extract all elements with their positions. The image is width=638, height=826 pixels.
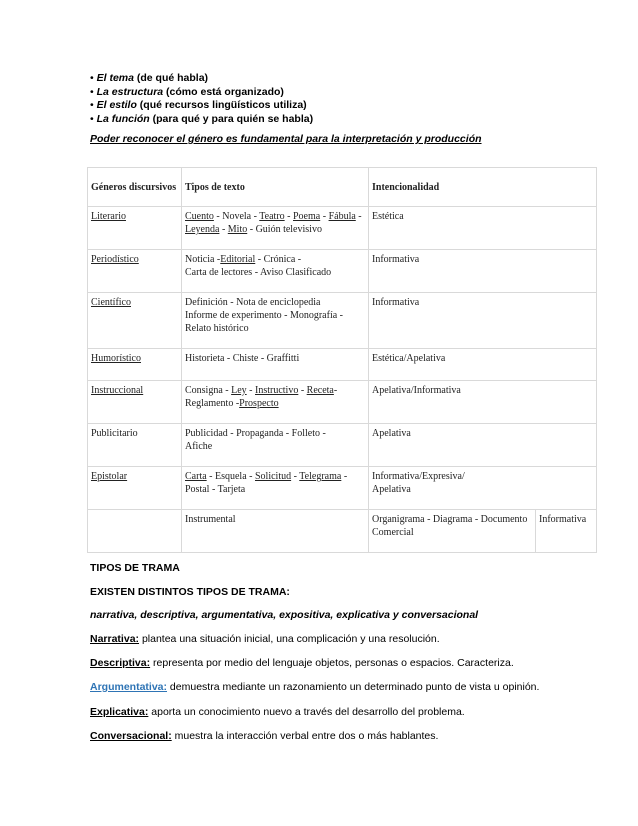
text-type: - Novela -	[213, 211, 260, 222]
text-type: Cuento	[185, 211, 214, 222]
text-type: Solicitud	[254, 471, 292, 482]
types-cell	[182, 381, 369, 424]
intent-text: Informativa/Expresiva/	[372, 471, 465, 482]
text-type: Fábula	[328, 211, 356, 222]
bullet-term: El tema	[96, 72, 134, 84]
genre-cell: Literario	[88, 207, 182, 250]
genres-table	[87, 167, 597, 553]
text-type: - Crónica -	[255, 254, 302, 265]
bullet-term: El estilo	[96, 99, 137, 111]
text-type: Editorial	[220, 254, 256, 265]
text-type: Informe de experimento - Monografía -	[185, 310, 343, 321]
text-type: Noticia -	[185, 254, 221, 265]
types-cell	[182, 424, 369, 467]
text-type-line	[185, 483, 365, 496]
text-type: - Esquela -	[206, 471, 255, 482]
empty-cell	[88, 510, 182, 553]
text-type: - Guión televisivo	[247, 224, 322, 235]
types-cell	[182, 207, 369, 250]
table-row-extra	[88, 510, 597, 553]
table-row	[88, 250, 597, 293]
table-row	[88, 467, 597, 510]
text-type-line	[185, 352, 365, 365]
types-cell	[182, 467, 369, 510]
table-row	[88, 424, 597, 467]
bullet-mark: •	[90, 72, 94, 84]
text-type: Receta	[306, 385, 334, 396]
intent-cell	[369, 467, 597, 510]
text-type-line	[185, 440, 365, 453]
text-type: Consigna -	[185, 385, 232, 396]
intent-text: Estética/Apelativa	[372, 353, 446, 364]
intent-cell: Informativa	[536, 510, 597, 553]
intent-text: Informativa	[372, 297, 420, 308]
trama-item	[90, 657, 514, 669]
intent-cell	[369, 381, 597, 424]
text-type: Carta de lectores - Aviso Clasificado	[185, 267, 332, 278]
header-intent: Intencionalidad	[369, 168, 597, 207]
table-row	[88, 349, 597, 381]
bullet-mark: •	[90, 85, 94, 98]
trama-description: demuestra mediante un razonamiento un determinado punto de vista u opinión.	[167, 681, 540, 693]
text-type: Poema	[293, 211, 321, 222]
text-type-line	[185, 384, 365, 397]
text-type-line	[185, 296, 365, 309]
types-cell: Organigrama - Diagrama - Documento Comercial	[369, 510, 536, 553]
section-subtitle: EXISTEN DISTINTOS TIPOS DE TRAMA:	[90, 586, 290, 598]
section-list: narrativa, descriptiva, argumentativa, expositiva, explicativa y conversacional	[90, 609, 479, 621]
text-type: Instructivo	[255, 385, 299, 396]
trama-term: Explicativa:	[90, 706, 149, 718]
table-header-row	[88, 168, 597, 207]
bullet-text: (cómo está organizado)	[163, 85, 284, 98]
table-row	[88, 381, 597, 424]
text-type: Ley	[231, 385, 247, 396]
header-genres: Géneros discursivos	[88, 168, 182, 207]
text-type: Relato histórico	[185, 323, 249, 334]
lead-text: Poder reconocer el género es fundamental para la interpretación y producción	[90, 133, 482, 145]
text-type-line	[185, 253, 365, 266]
text-type-line	[185, 427, 365, 440]
genre-cell: Publicitario	[88, 424, 182, 467]
intent-cell	[369, 349, 597, 381]
bullet-list	[90, 72, 313, 126]
text-type: Carta	[185, 471, 207, 482]
text-type: -	[291, 471, 300, 482]
trama-item	[90, 633, 440, 645]
trama-item	[90, 706, 465, 718]
intent-text: Estética	[372, 211, 404, 222]
bullet-mark: •	[90, 112, 94, 125]
genre-cell: Instruccional	[88, 381, 182, 424]
bullet-text: (de qué habla)	[133, 72, 209, 84]
text-type: -	[320, 211, 329, 222]
trama-description: plantea una situación inicial, una complicación y una resolución.	[139, 633, 440, 645]
trama-item	[90, 730, 438, 742]
bullet-item	[90, 86, 313, 100]
trama-item	[90, 681, 539, 693]
bullet-term: La función	[96, 112, 150, 125]
trama-term: Narrativa:	[90, 633, 140, 645]
section-title: TIPOS DE TRAMA	[90, 562, 180, 574]
bullet-term: La estructura	[96, 85, 164, 98]
intent-cell	[369, 293, 597, 349]
genre-cell: Humorístico	[88, 349, 182, 381]
text-type: Teatro	[259, 211, 285, 222]
bullet-item	[90, 72, 313, 86]
text-type: Afiche	[185, 441, 213, 452]
types-cell	[182, 349, 369, 381]
text-type-line	[185, 322, 365, 335]
intent-cell	[369, 424, 597, 467]
intent-text: Informativa	[372, 254, 420, 265]
bullet-text: (qué recursos lingüísticos utiliza)	[136, 99, 307, 111]
intent-text: Apelativa	[372, 428, 411, 439]
trama-description: muestra la interacción verbal entre dos o más hablantes.	[171, 730, 439, 742]
trama-term: Argumentativa:	[90, 681, 168, 693]
text-type-line	[185, 223, 365, 236]
text-type-line	[185, 470, 365, 483]
text-type: Leyenda	[185, 224, 220, 235]
text-type: Postal - Tarjeta	[185, 484, 246, 495]
trama-term: Conversacional:	[90, 730, 172, 742]
text-type: Definición - Nota de enciclopedia	[185, 297, 321, 308]
bullet-text: (para qué y para quién se habla)	[149, 112, 314, 125]
trama-term: Descriptiva:	[90, 657, 151, 669]
text-type: Telegrama	[299, 471, 342, 482]
text-type: Mito	[227, 224, 248, 235]
text-type: -	[333, 385, 338, 396]
text-type: -	[341, 471, 348, 482]
text-type: -	[355, 211, 362, 222]
text-type: -	[284, 211, 293, 222]
intent-cell	[369, 250, 597, 293]
intent-text: Apelativa	[372, 484, 411, 495]
genre-cell: Científico	[88, 293, 182, 349]
text-type: Historieta - Chiste - Graffitti	[185, 353, 300, 364]
table-row	[88, 207, 597, 250]
text-type: -	[246, 385, 255, 396]
text-type: -	[298, 385, 307, 396]
types-cell: Instrumental	[182, 510, 369, 553]
text-type: Prospecto	[239, 398, 279, 409]
trama-description: representa por medio del lenguaje objetos, personas o espacios. Caracteriza.	[150, 657, 514, 669]
header-types: Tipos de texto	[182, 168, 369, 207]
table-row	[88, 293, 597, 349]
bullet-item	[90, 99, 313, 113]
text-type: -	[219, 224, 228, 235]
intent-cell	[369, 207, 597, 250]
text-type: Reglamento -	[185, 398, 240, 409]
bullet-mark: •	[90, 99, 94, 111]
types-cell	[182, 293, 369, 349]
bullet-item	[90, 113, 313, 127]
text-type-line	[185, 397, 365, 410]
intent-text: Apelativa/Informativa	[372, 385, 461, 396]
trama-description: aporta un conocimiento nuevo a través del desarrollo del problema.	[148, 706, 465, 718]
text-type-line	[185, 309, 365, 322]
types-cell	[182, 250, 369, 293]
genre-cell: Epistolar	[88, 467, 182, 510]
text-type-line	[185, 210, 365, 223]
text-type: Publicidad - Propaganda - Folleto -	[185, 428, 326, 439]
text-type-line	[185, 266, 365, 279]
genre-cell: Periodístico	[88, 250, 182, 293]
